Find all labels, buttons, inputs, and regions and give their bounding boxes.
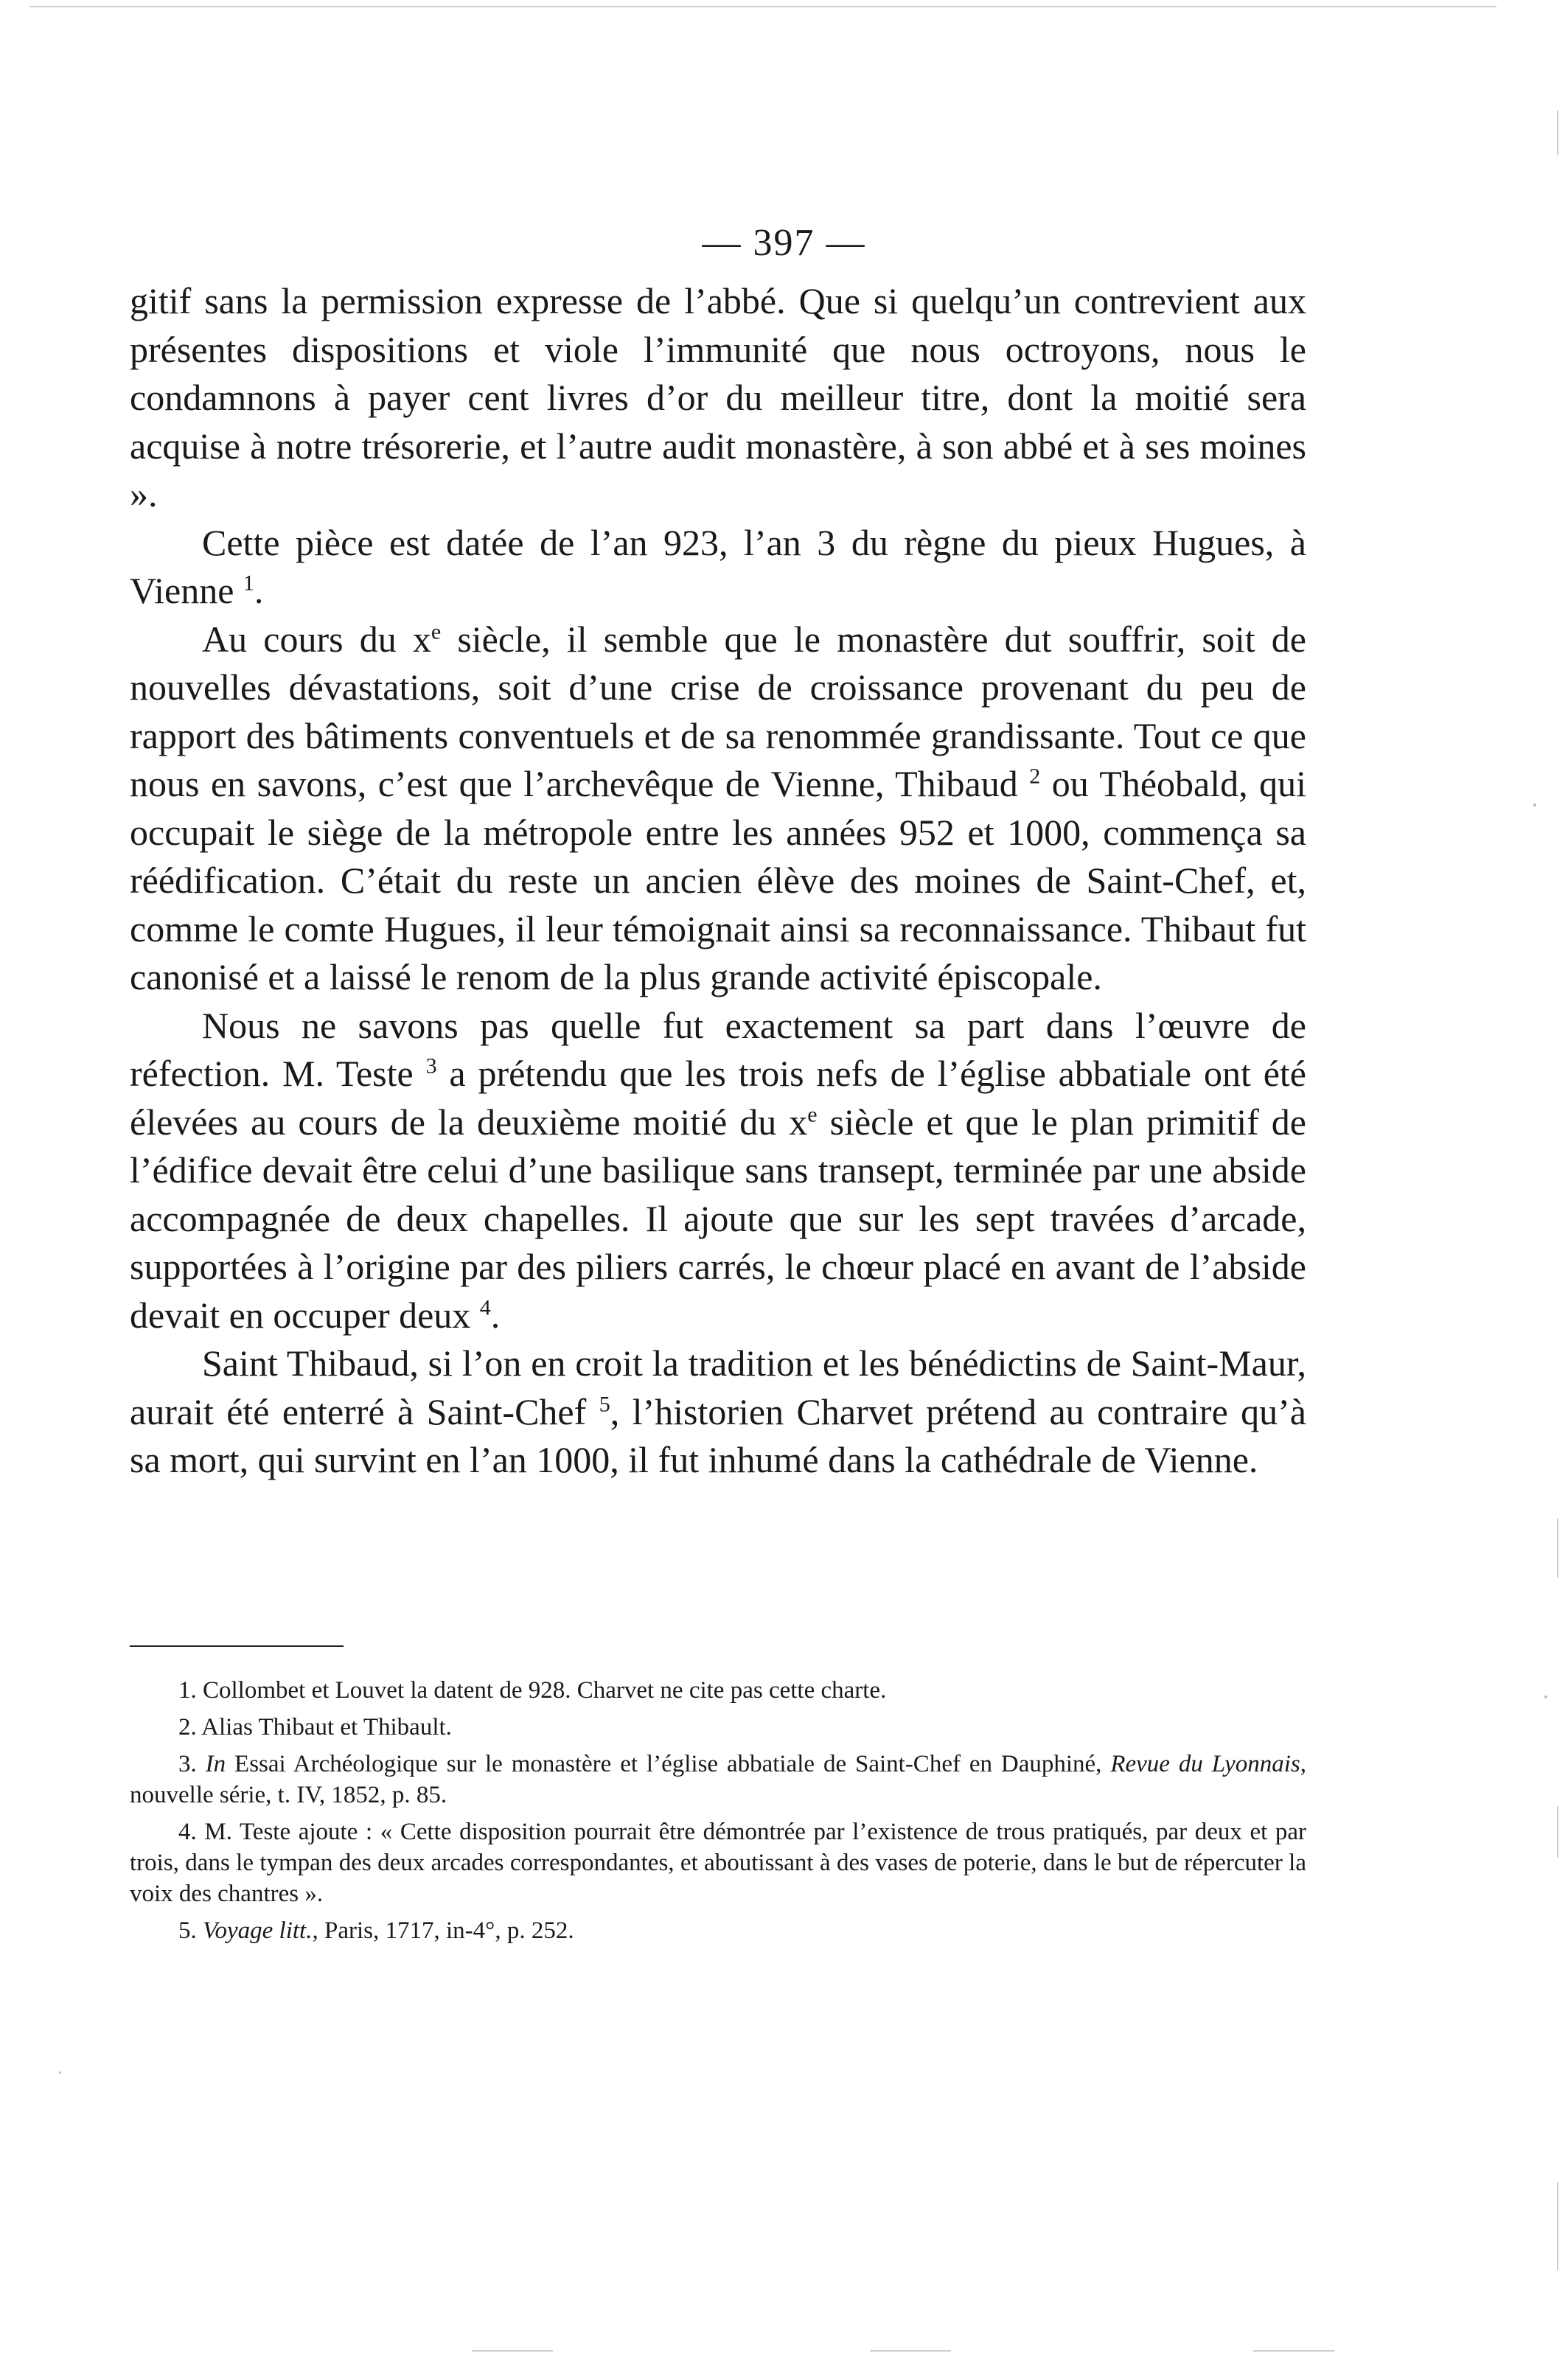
note-ref: e bbox=[807, 1101, 818, 1126]
italic-text: Revue du Lyonnais bbox=[1110, 1751, 1300, 1777]
text-run: 4. M. Teste ajoute : « Cette disposition pourrait être démontrée par l’existence de trous pratiqués, par deux et par trois, dans le tympan des deux arcades correspondantes, et aboutissant à des vases de poterie, dans le but de répercuter la voix des chantres ». bbox=[130, 1819, 1306, 1907]
footnote bbox=[130, 1816, 1306, 1909]
scan-edge-bottom bbox=[870, 2350, 951, 2352]
footnote bbox=[130, 1712, 1306, 1743]
text-run: siècle et que le plan primitif de l’édifice devait être celui d’une basilique sans transept, terminée par une abside accompagnée de deux chapelles. Il ajoute que sur les sept travées d’arcade, supportées à l’origine par des piliers carrés, le chœur placé en avant de l’abside devait en occuper deux bbox=[130, 1101, 1306, 1336]
text-run: gitif sans la permission expresse de l’abbé. Que si quelqu’un contrevient aux présentes dispositions et viole l’immunité que nous octroyons, nous le condamnons à payer cent livres d’or du meilleur titre, dont la moitié sera acquise à notre trésorerie, et l’autre audit monastère, à son abbé et à ses moines ». bbox=[130, 280, 1306, 515]
text-run: Cette pièce est datée de l’an 923, l’an 3 du règne du pieux Hugues, à Vienne bbox=[130, 521, 1306, 611]
paragraph bbox=[130, 616, 1306, 1002]
note-ref: 5 bbox=[599, 1391, 610, 1416]
scan-speck bbox=[1544, 1696, 1547, 1698]
text-run: 1. Collombet et Louvet la datent de 928. Charvet ne cite pas cette charte. bbox=[178, 1677, 887, 1704]
paragraph bbox=[130, 519, 1306, 616]
text-run: Essai Archéologique sur le monastère et l’église abbatiale de Saint-Chef en Dauphiné, bbox=[226, 1751, 1111, 1777]
text-run: siècle, il semble que le monastère dut souffrir, soit de nouvelles dévastations, soit d’une crise de croissance provenant du peu de rapport des bâtiments conventuels et de sa renommée grandissante. Tout ce que nous en savons, c’est que l’archevêque de Vienne, Thibaud bbox=[130, 618, 1306, 804]
text-run: 2. Alias Thibaut et Thibault. bbox=[178, 1714, 452, 1740]
scan-edge-bottom bbox=[1253, 2350, 1334, 2352]
text-run: . bbox=[490, 1294, 501, 1336]
scan-edge-bottom bbox=[472, 2350, 553, 2352]
text-run: 5. bbox=[178, 1917, 203, 1944]
paragraph bbox=[130, 277, 1306, 519]
scan-edge-right bbox=[1557, 1519, 1558, 1578]
text-run: Au cours du x bbox=[202, 618, 431, 660]
text-run: . bbox=[254, 570, 264, 611]
text-run: Nous ne savons pas quelle fut exactement sa part dans l’œuvre de réfection. M. Teste bbox=[130, 1004, 1306, 1094]
note-ref: 3 bbox=[425, 1053, 437, 1079]
body-text bbox=[130, 277, 1306, 1485]
paragraph bbox=[130, 1339, 1306, 1485]
scan-edge-right bbox=[1557, 2182, 1558, 2271]
text-run: a prétendu que les trois nefs de l’église abbatiale ont été élevées au cours de la deuxième moitié du x bbox=[130, 1053, 1306, 1143]
page-number: — 397 — bbox=[702, 222, 866, 264]
note-ref: 4 bbox=[479, 1295, 491, 1320]
italic-text: In bbox=[205, 1751, 226, 1777]
note-ref: 1 bbox=[243, 571, 254, 596]
footnotes bbox=[130, 1675, 1306, 1952]
footnote bbox=[130, 1675, 1306, 1706]
text-run: , Paris, 1717, in-4°, p. 252. bbox=[312, 1917, 574, 1944]
text-run: Saint Thibaud, si l’on en croit la tradition et les bénédictins de Saint-Maur, aurait été enterré à Saint-Chef bbox=[130, 1342, 1306, 1432]
scan-edge-top bbox=[29, 6, 1496, 7]
note-ref: 2 bbox=[1029, 764, 1041, 789]
scan-edge-right bbox=[1557, 111, 1558, 155]
italic-text: Voyage litt. bbox=[203, 1917, 313, 1944]
footnote-separator bbox=[130, 1645, 344, 1647]
text-run: 3. bbox=[178, 1751, 206, 1777]
scan-speck bbox=[1533, 804, 1536, 806]
text-run: , l’historien Charvet prétend au contraire qu’à sa mort, qui survint en l’an 1000, il fut inhumé dans la cathédrale de Vienne. bbox=[130, 1390, 1306, 1480]
footnote bbox=[130, 1749, 1306, 1811]
paragraph bbox=[130, 1002, 1306, 1340]
footnote bbox=[130, 1915, 1306, 1946]
text-run: , nouvelle série, t. IV, 1852, p. 85. bbox=[130, 1751, 1306, 1808]
note-ref: e bbox=[431, 619, 442, 644]
scan-edge-right bbox=[1557, 1806, 1558, 1858]
scan-speck bbox=[59, 2071, 61, 2074]
text-run: ou Théobald, qui occupait le siège de la métropole entre les années 952 et 1000, commença sa réédification. C’était du reste un ancien élève des moines de Saint-Chef, et, comme le comte Hugues, il leur témoignait ainsi sa reconnaissance. Thibaut fut canonisé et a laissé le renom de la plus grande activité épiscopale. bbox=[130, 763, 1306, 997]
